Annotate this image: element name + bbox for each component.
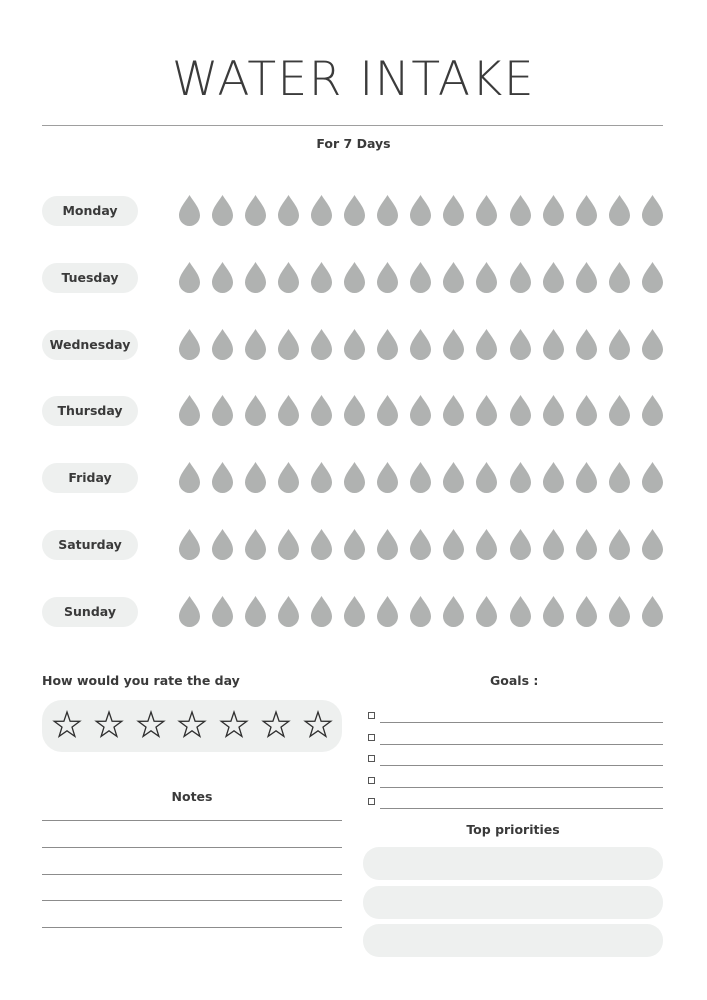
water-drop-icon[interactable] bbox=[277, 595, 300, 627]
water-drop-icon[interactable] bbox=[409, 194, 432, 226]
water-drop-icon[interactable] bbox=[409, 528, 432, 560]
drop-row bbox=[178, 328, 668, 362]
water-drop-icon[interactable] bbox=[575, 595, 598, 627]
water-drop-icon[interactable] bbox=[343, 328, 366, 360]
water-drop-icon[interactable] bbox=[244, 261, 267, 293]
water-drop-icon[interactable] bbox=[376, 528, 399, 560]
water-drop-icon[interactable] bbox=[211, 261, 234, 293]
water-drop-icon[interactable] bbox=[475, 461, 498, 493]
goal-checkbox[interactable] bbox=[368, 798, 375, 805]
water-drop-icon[interactable] bbox=[277, 194, 300, 226]
water-drop-icon[interactable] bbox=[575, 328, 598, 360]
rating-star-icon[interactable] bbox=[261, 710, 291, 740]
water-drop-icon[interactable] bbox=[343, 595, 366, 627]
water-drop-icon[interactable] bbox=[343, 461, 366, 493]
water-drop-icon[interactable] bbox=[211, 595, 234, 627]
water-drop-icon[interactable] bbox=[575, 194, 598, 226]
drop-row bbox=[178, 261, 668, 295]
day-label: Thursday bbox=[42, 396, 138, 426]
goal-checkbox[interactable] bbox=[368, 777, 375, 784]
water-drop-icon[interactable] bbox=[641, 394, 664, 426]
drop-row bbox=[178, 528, 668, 562]
water-drop-icon[interactable] bbox=[575, 261, 598, 293]
water-drop-icon[interactable] bbox=[277, 328, 300, 360]
water-drop-icon[interactable] bbox=[409, 261, 432, 293]
day-label: Monday bbox=[42, 196, 138, 226]
goal-item bbox=[368, 792, 663, 810]
water-drop-icon[interactable] bbox=[277, 528, 300, 560]
water-drop-icon[interactable] bbox=[442, 595, 465, 627]
water-drop-icon[interactable] bbox=[608, 461, 631, 493]
water-drop-icon[interactable] bbox=[542, 595, 565, 627]
water-drop-icon[interactable] bbox=[608, 261, 631, 293]
water-drop-icon[interactable] bbox=[178, 328, 201, 360]
day-row bbox=[0, 328, 707, 362]
water-drop-icon[interactable] bbox=[475, 328, 498, 360]
priority-box[interactable] bbox=[363, 886, 663, 919]
water-drop-icon[interactable] bbox=[542, 194, 565, 226]
water-drop-icon[interactable] bbox=[376, 194, 399, 226]
water-drop-icon[interactable] bbox=[475, 394, 498, 426]
goal-item bbox=[368, 728, 663, 746]
water-drop-icon[interactable] bbox=[641, 261, 664, 293]
water-drop-icon[interactable] bbox=[343, 194, 366, 226]
goal-write-line[interactable] bbox=[380, 744, 663, 745]
rating-star-icon[interactable] bbox=[52, 710, 82, 740]
water-drop-icon[interactable] bbox=[178, 528, 201, 560]
day-row bbox=[0, 528, 707, 562]
water-drop-icon[interactable] bbox=[509, 261, 532, 293]
water-drop-icon[interactable] bbox=[409, 595, 432, 627]
top-priorities-label: Top priorities bbox=[466, 822, 560, 837]
page-subtitle: For 7 Days bbox=[316, 136, 391, 151]
water-drop-icon[interactable] bbox=[608, 394, 631, 426]
water-drop-icon[interactable] bbox=[277, 394, 300, 426]
water-drop-icon[interactable] bbox=[442, 328, 465, 360]
day-label: Tuesday bbox=[42, 263, 138, 293]
water-drop-icon[interactable] bbox=[376, 595, 399, 627]
goal-item bbox=[368, 771, 663, 789]
water-drop-icon[interactable] bbox=[409, 394, 432, 426]
water-drop-icon[interactable] bbox=[475, 261, 498, 293]
water-drop-icon[interactable] bbox=[409, 328, 432, 360]
goal-checkbox[interactable] bbox=[368, 734, 375, 741]
water-drop-icon[interactable] bbox=[310, 394, 333, 426]
water-drop-icon[interactable] bbox=[475, 194, 498, 226]
notes-write-line[interactable] bbox=[42, 847, 342, 848]
water-drop-icon[interactable] bbox=[211, 528, 234, 560]
water-drop-icon[interactable] bbox=[343, 394, 366, 426]
drop-row bbox=[178, 194, 668, 228]
day-row bbox=[0, 194, 707, 228]
water-drop-icon[interactable] bbox=[641, 194, 664, 226]
goal-checkbox[interactable] bbox=[368, 712, 375, 719]
rating-star-icon[interactable] bbox=[177, 710, 207, 740]
water-drop-icon[interactable] bbox=[343, 528, 366, 560]
water-drop-icon[interactable] bbox=[542, 394, 565, 426]
day-label: Friday bbox=[42, 463, 138, 493]
page-title: WATER INTAKE bbox=[171, 52, 536, 107]
water-drop-icon[interactable] bbox=[244, 194, 267, 226]
goal-write-line[interactable] bbox=[380, 787, 663, 788]
water-drop-icon[interactable] bbox=[509, 328, 532, 360]
day-label: Saturday bbox=[42, 530, 138, 560]
water-drop-icon[interactable] bbox=[641, 595, 664, 627]
water-drop-icon[interactable] bbox=[442, 461, 465, 493]
water-drop-icon[interactable] bbox=[244, 394, 267, 426]
water-drop-icon[interactable] bbox=[575, 461, 598, 493]
water-drop-icon[interactable] bbox=[475, 528, 498, 560]
rating-label: How would you rate the day bbox=[42, 673, 240, 688]
water-drop-icon[interactable] bbox=[211, 328, 234, 360]
water-drop-icon[interactable] bbox=[376, 261, 399, 293]
day-label: Sunday bbox=[42, 597, 138, 627]
priority-box[interactable] bbox=[363, 924, 663, 957]
water-drop-icon[interactable] bbox=[608, 528, 631, 560]
water-drop-icon[interactable] bbox=[178, 261, 201, 293]
goal-write-line[interactable] bbox=[380, 722, 663, 723]
notes-label: Notes bbox=[171, 789, 213, 804]
notes-write-line[interactable] bbox=[42, 927, 342, 928]
rating-star-icon[interactable] bbox=[94, 710, 124, 740]
water-drop-icon[interactable] bbox=[178, 595, 201, 627]
water-drop-icon[interactable] bbox=[310, 194, 333, 226]
rating-star-icon[interactable] bbox=[219, 710, 249, 740]
water-drop-icon[interactable] bbox=[542, 528, 565, 560]
water-drop-icon[interactable] bbox=[608, 194, 631, 226]
water-drop-icon[interactable] bbox=[409, 461, 432, 493]
water-drop-icon[interactable] bbox=[178, 461, 201, 493]
water-drop-icon[interactable] bbox=[310, 328, 333, 360]
water-drop-icon[interactable] bbox=[442, 194, 465, 226]
water-drop-icon[interactable] bbox=[244, 328, 267, 360]
water-drop-icon[interactable] bbox=[277, 461, 300, 493]
water-drop-icon[interactable] bbox=[542, 261, 565, 293]
goal-write-line[interactable] bbox=[380, 808, 663, 809]
goal-write-line[interactable] bbox=[380, 765, 663, 766]
title-divider bbox=[42, 125, 663, 126]
water-drop-icon[interactable] bbox=[244, 528, 267, 560]
water-drop-icon[interactable] bbox=[376, 394, 399, 426]
water-drop-icon[interactable] bbox=[442, 261, 465, 293]
water-drop-icon[interactable] bbox=[641, 461, 664, 493]
water-drop-icon[interactable] bbox=[641, 528, 664, 560]
water-drop-icon[interactable] bbox=[178, 394, 201, 426]
priority-box[interactable] bbox=[363, 847, 663, 880]
water-drop-icon[interactable] bbox=[608, 328, 631, 360]
day-row bbox=[0, 261, 707, 295]
water-drop-icon[interactable] bbox=[244, 595, 267, 627]
water-drop-icon[interactable] bbox=[641, 328, 664, 360]
day-row bbox=[0, 595, 707, 629]
water-drop-icon[interactable] bbox=[509, 194, 532, 226]
water-drop-icon[interactable] bbox=[178, 194, 201, 226]
water-drop-icon[interactable] bbox=[211, 461, 234, 493]
day-row bbox=[0, 461, 707, 495]
drop-row bbox=[178, 595, 668, 629]
water-drop-icon[interactable] bbox=[343, 261, 366, 293]
water-drop-icon[interactable] bbox=[509, 528, 532, 560]
water-drop-icon[interactable] bbox=[608, 595, 631, 627]
drop-row bbox=[178, 461, 668, 495]
goals-label: Goals : bbox=[490, 673, 539, 688]
water-drop-icon[interactable] bbox=[542, 328, 565, 360]
water-drop-icon[interactable] bbox=[310, 461, 333, 493]
water-drop-icon[interactable] bbox=[509, 461, 532, 493]
water-drop-icon[interactable] bbox=[509, 394, 532, 426]
water-drop-icon[interactable] bbox=[310, 528, 333, 560]
water-drop-icon[interactable] bbox=[475, 595, 498, 627]
goal-checkbox[interactable] bbox=[368, 755, 375, 762]
rating-box bbox=[42, 700, 342, 752]
water-drop-icon[interactable] bbox=[376, 328, 399, 360]
notes-write-line[interactable] bbox=[42, 820, 342, 821]
day-row bbox=[0, 394, 707, 428]
water-drop-icon[interactable] bbox=[575, 394, 598, 426]
water-drop-icon[interactable] bbox=[542, 461, 565, 493]
rating-star-icon[interactable] bbox=[136, 710, 166, 740]
water-drop-icon[interactable] bbox=[211, 394, 234, 426]
goal-item bbox=[368, 706, 663, 724]
rating-star-icon[interactable] bbox=[303, 710, 333, 740]
water-drop-icon[interactable] bbox=[211, 194, 234, 226]
water-drop-icon[interactable] bbox=[277, 261, 300, 293]
water-drop-icon[interactable] bbox=[442, 394, 465, 426]
drop-row bbox=[178, 394, 668, 428]
water-drop-icon[interactable] bbox=[310, 595, 333, 627]
notes-write-line[interactable] bbox=[42, 874, 342, 875]
water-drop-icon[interactable] bbox=[509, 595, 532, 627]
water-drop-icon[interactable] bbox=[442, 528, 465, 560]
water-drop-icon[interactable] bbox=[575, 528, 598, 560]
water-drop-icon[interactable] bbox=[310, 261, 333, 293]
goal-item bbox=[368, 749, 663, 767]
day-label: Wednesday bbox=[42, 330, 138, 360]
water-drop-icon[interactable] bbox=[376, 461, 399, 493]
water-drop-icon[interactable] bbox=[244, 461, 267, 493]
notes-write-line[interactable] bbox=[42, 900, 342, 901]
